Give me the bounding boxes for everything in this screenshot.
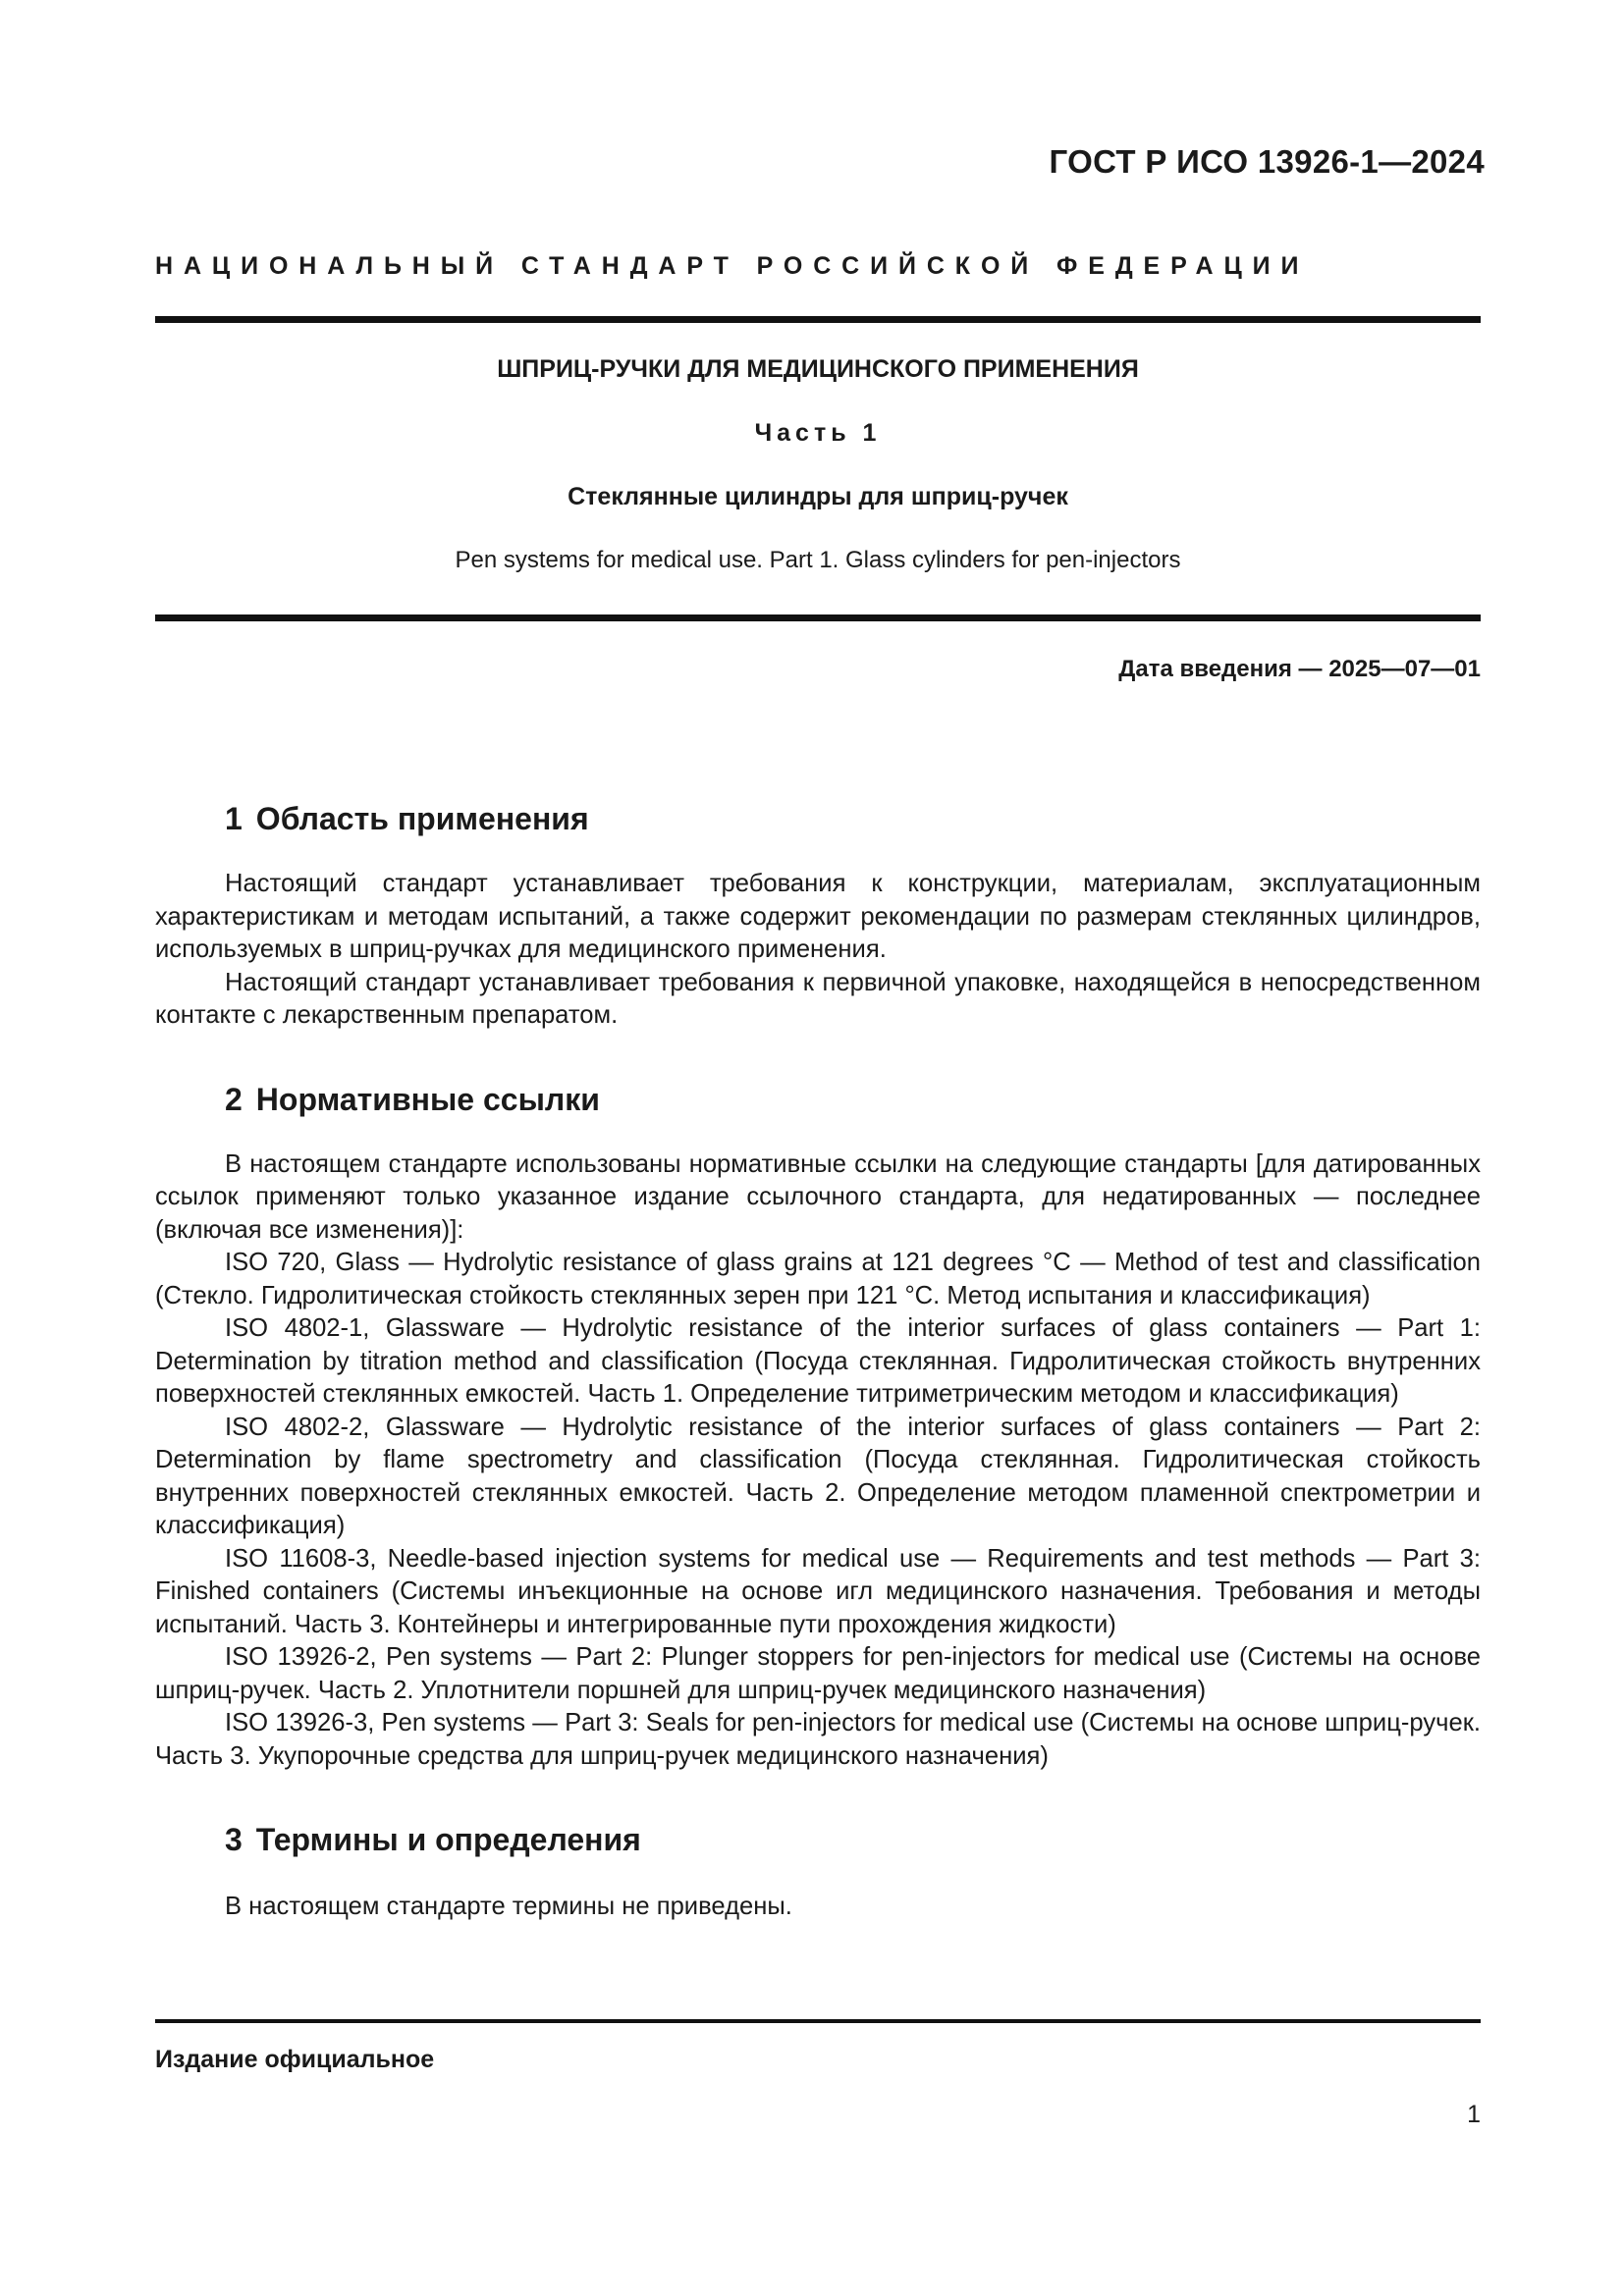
paragraph: Настоящий стандарт устанавливает требования к первичной упаковке, находящейся в непосредственном контакте с лекарственным препаратом. (155, 968, 1481, 1029)
national-standard-banner: НАЦИОНАЛЬНЫЙ СТАНДАРТ РОССИЙСКОЙ ФЕДЕРАЦИИ (155, 252, 1310, 280)
section-terms (155, 1818, 1481, 1924)
paragraph: В настоящем стандарте термины не приведены. (225, 1893, 792, 1920)
part-label: Часть 1 (754, 419, 882, 447)
reference-item: ISO 720, Glass — Hydrolytic resistance of glass grains at 121 degrees °C — Method of test and classification (Стекло. Гидролитическая стойкость стеклянных зерен при 121 °С. Метод испытания и классификация) (155, 1249, 1481, 1309)
section-title: Нормативные ссылки (255, 1081, 600, 1117)
title-rule (155, 614, 1481, 621)
document-subtitle: Стеклянные цилиндры для шприц-ручек (568, 483, 1068, 510)
english-title: Pen systems for medical use. Part 1. Glass cylinders for pen-injectors (455, 547, 1181, 573)
section-scope (155, 797, 1481, 1033)
reference-item: ISO 13926-2, Pen systems — Part 2: Plunger stoppers for pen-injectors for medical use (Системы на основе шприц-ручек. Часть 2. Уплотнители поршней для шприц-ручек медицинского назначения) (155, 1643, 1481, 1704)
reference-item: ISO 11608-3, Needle-based injection systems for medical use — Requirements and test methods — Part 3: Finished containers (Системы инъекционные на основе игл медицинского назначения. Требования и методы испытаний. Часть 3. Контейнеры и интегрированные пути прохождения жидкости) (155, 1544, 1481, 1638)
reference-item: ISO 13926-3, Pen systems — Part 3: Seals for pen-injectors for medical use (Системы на основе шприц-ручек. Часть 3. Укупорочные средства для шприц-ручек медицинского назначения) (155, 1709, 1481, 1770)
header-rule (155, 316, 1481, 323)
section-number: 1 (225, 801, 243, 836)
section-heading (155, 1818, 1481, 1861)
section-number: 3 (225, 1822, 243, 1857)
section-heading (155, 1078, 1481, 1121)
standard-code: ГОСТ Р ИСО 13926-1—2024 (1049, 143, 1485, 180)
introduction-date: Дата введения — 2025—07—01 (1118, 656, 1481, 682)
paragraph: Настоящий стандарт устанавливает требования к конструкции, материалам, эксплуатационным характеристикам и методам испытаний, а также содержит рекомендации по размерам стеклянных цилиндров, используемых в шприц-ручках для медицинского применения. (155, 870, 1481, 963)
section-heading (155, 797, 1481, 840)
section-normative-references (155, 1078, 1481, 1774)
document-body (155, 797, 1481, 1924)
footer-rule (155, 2019, 1481, 2023)
reference-item: ISO 4802-2, Glassware — Hydrolytic resistance of the interior surfaces of glass containers — Part 2: Determination by flame spectrometry and classification (Посуда стеклянная. Гидролитическая стойкость внутренних поверхностей стеклянных емкостей. Часть 2. Определение методом пламенной спектрометрии и классификация) (155, 1413, 1481, 1539)
section-title: Область применения (255, 801, 589, 836)
section-title: Термины и определения (255, 1822, 641, 1857)
official-edition-label: Издание официальное (155, 2046, 435, 2073)
document-title: ШПРИЦ-РУЧКИ ДЛЯ МЕДИЦИНСКОГО ПРИМЕНЕНИЯ (497, 355, 1139, 383)
paragraph: В настоящем стандарте использованы нормативные ссылки на следующие стандарты [для датированных ссылок применяют только указанное издание ссылочного стандарта, для недатированных — последнее (включая все изменения)]: (155, 1149, 1481, 1244)
reference-item: ISO 4802-1, Glassware — Hydrolytic resistance of the interior surfaces of glass containers — Part 1: Determination by titration method and classification (Посуда стеклянная. Гидролитическая стойкость внутренних поверхностей стеклянных емкостей. Часть 1. Определение титриметрическим методом и классификация) (155, 1314, 1481, 1408)
section-number: 2 (225, 1081, 243, 1117)
page-number: 1 (1467, 2101, 1481, 2128)
